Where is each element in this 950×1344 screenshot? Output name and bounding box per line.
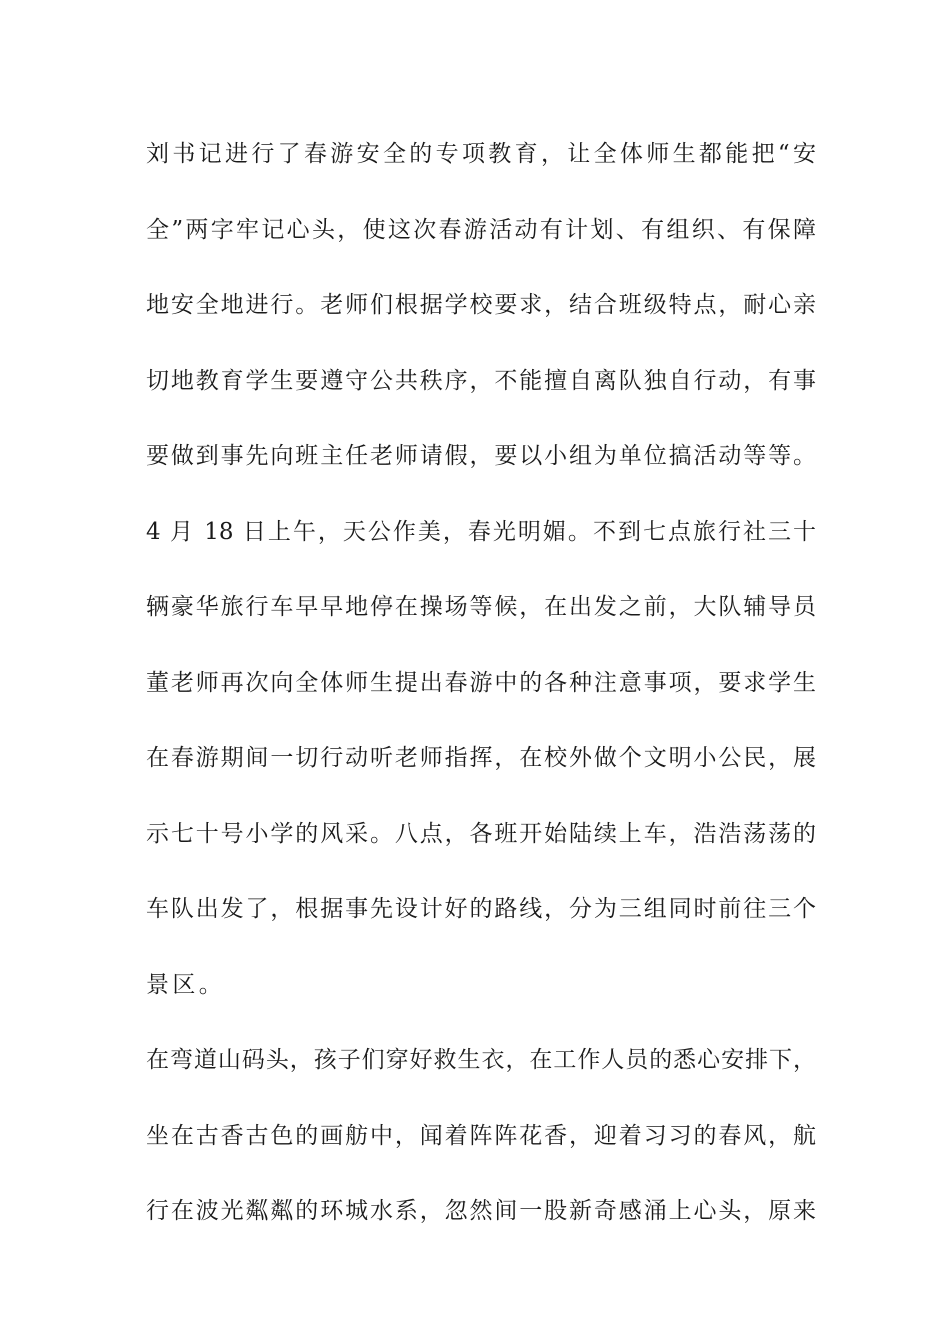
- text-line: 辆豪华旅行车早早地停在操场等候，在出发之前，大队辅导员: [146, 594, 816, 620]
- text-line: 地安全地进行。老师们根据学校要求，结合班级特点，耐心亲: [146, 292, 816, 318]
- text-line: 刘书记进行了春游安全的专项教育，让全体师生都能把“安: [146, 141, 816, 167]
- text-line: 示七十号小学的风采。八点，各班开始陆续上车，浩浩荡荡的: [146, 820, 816, 847]
- text-line: 在春游期间一切行动听老师指挥，在校外做个文明小公民，展: [146, 745, 816, 771]
- text-line: 董老师再次向全体师生提出春游中的各种注意事项，要求学生: [146, 669, 816, 696]
- text-line: 全”两字牢记心头，使这次春游活动有计划、有组织、有保障: [146, 216, 816, 243]
- text-line: 要做到事先向班主任老师请假，要以小组为单位搞活动等等。: [146, 443, 816, 469]
- text-line: 坐在古香古色的画舫中，闻着阵阵花香，迎着习习的春风，航: [146, 1122, 816, 1149]
- document-body: [146, 130, 816, 1263]
- text-line: 4 月 18 日上午，天公作美，春光明媚。不到七点旅行社三十: [146, 518, 816, 545]
- text-line: 切地教育学生要遵守公共秩序，不能擅自离队独自行动，有事: [146, 367, 816, 394]
- text-line: 景区。: [146, 971, 226, 998]
- text-line: 车队出发了，根据事先设计好的路线，分为三组同时前往三个: [146, 896, 816, 922]
- text-line: 在弯道山码头，孩子们穿好救生衣，在工作人员的悉心安排下，: [146, 1047, 816, 1073]
- text-line: 行在波光粼粼的环城水系，忽然间一股新奇感涌上心头，原来: [146, 1198, 816, 1224]
